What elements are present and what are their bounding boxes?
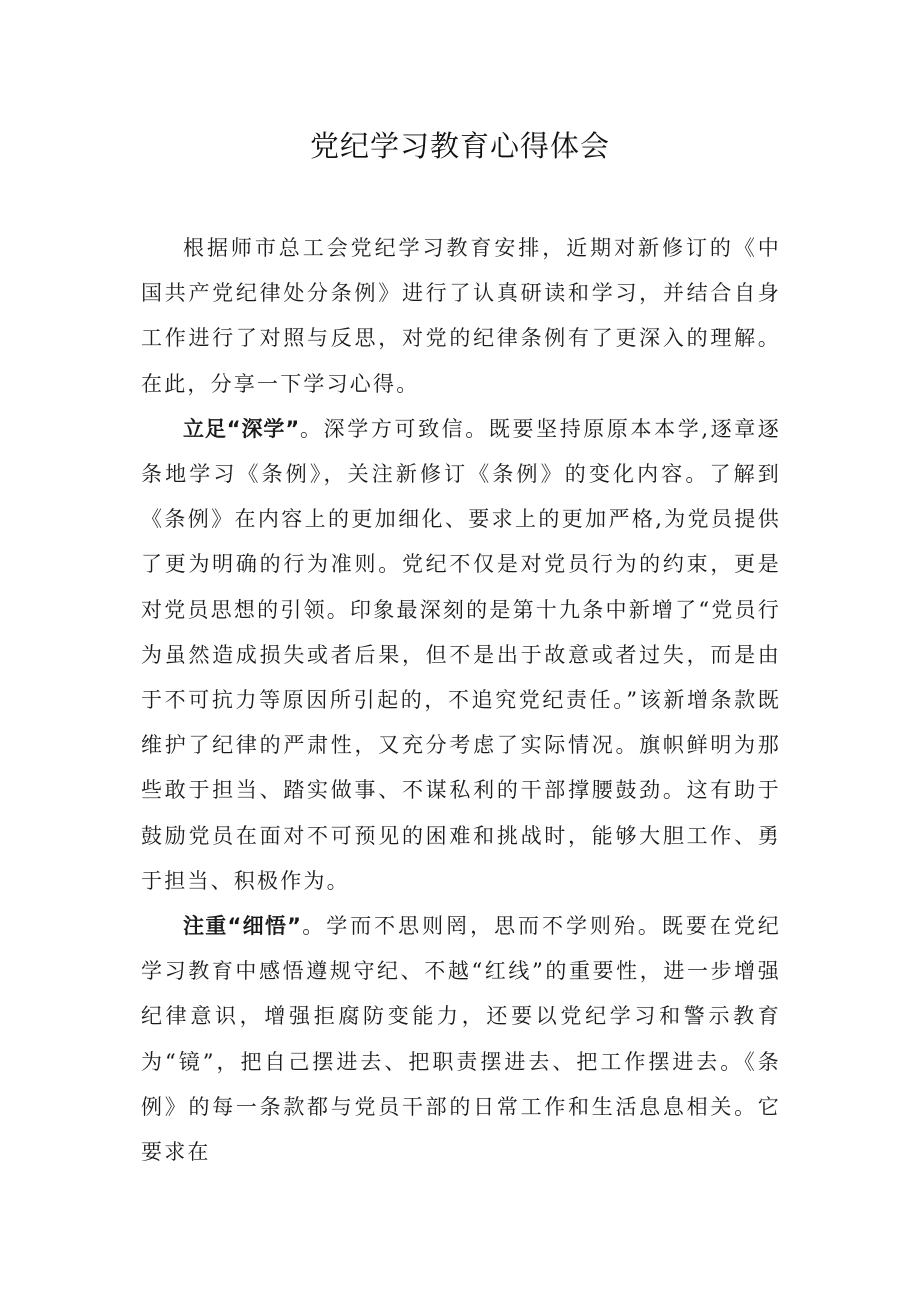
paragraph-fine-understanding-text: 。学而不思则罔，思而不学则殆。既要在党纪学习教育中感悟遵规守纪、不越“红线”的重要性，进一步增强纪律意识，增强拒腐防变能力，还要以党纪学习和警示教育为“镜”，把自己摆进去、把职责摆进去、把工作摆进去。《条例》的每一条款都与党员干部的日常工作和生活息息相关。它要求在: [141, 914, 781, 1165]
paragraph-deep-study-lead: 立足“深学”: [183, 416, 300, 441]
paragraph-deep-study: [141, 407, 781, 904]
paragraph-intro: [141, 226, 781, 407]
paragraph-intro-text: 根据师市总工会党纪学习教育安排，近期对新修订的《中国共产党纪律处分条例》进行了认真研读和学习，并结合自身工作进行了对照与反思，对党的纪律条例有了更深入的理解。在此，分享一下学习心得。: [141, 236, 781, 396]
document-title: 党纪学习教育心得体会: [309, 129, 610, 163]
paragraph-fine-understanding: [141, 904, 781, 1175]
document-body: [141, 226, 781, 1175]
paragraph-fine-understanding-lead: 注重“细悟”: [183, 914, 302, 939]
paragraph-deep-study-text: 。深学方可致信。既要坚持原原本本学,逐章逐条地学习《条例》，关注新修订《条例》的变化内容。了解到《条例》在内容上的更加细化、要求上的更加严格,为党员提供了更为明确的行为准则。党纪不仅是对党员行为的约束，更是对党员思想的引领。印象最深刻的是第十九条中新增了“党员行为虽然造成损失或者后果，但不是出于故意或者过失，而是由于不可抗力等原因所引起的，不追究党纪责任。”该新增条款既维护了纪律的严肃性，又充分考虑了实际情况。旗帜鲜明为那些敢于担当、踏实做事、不谋私利的干部撑腰鼓劲。这有助于鼓励党员在面对不可预见的困难和挑战时，能够大胆工作、勇于担当、积极作为。: [141, 416, 782, 893]
